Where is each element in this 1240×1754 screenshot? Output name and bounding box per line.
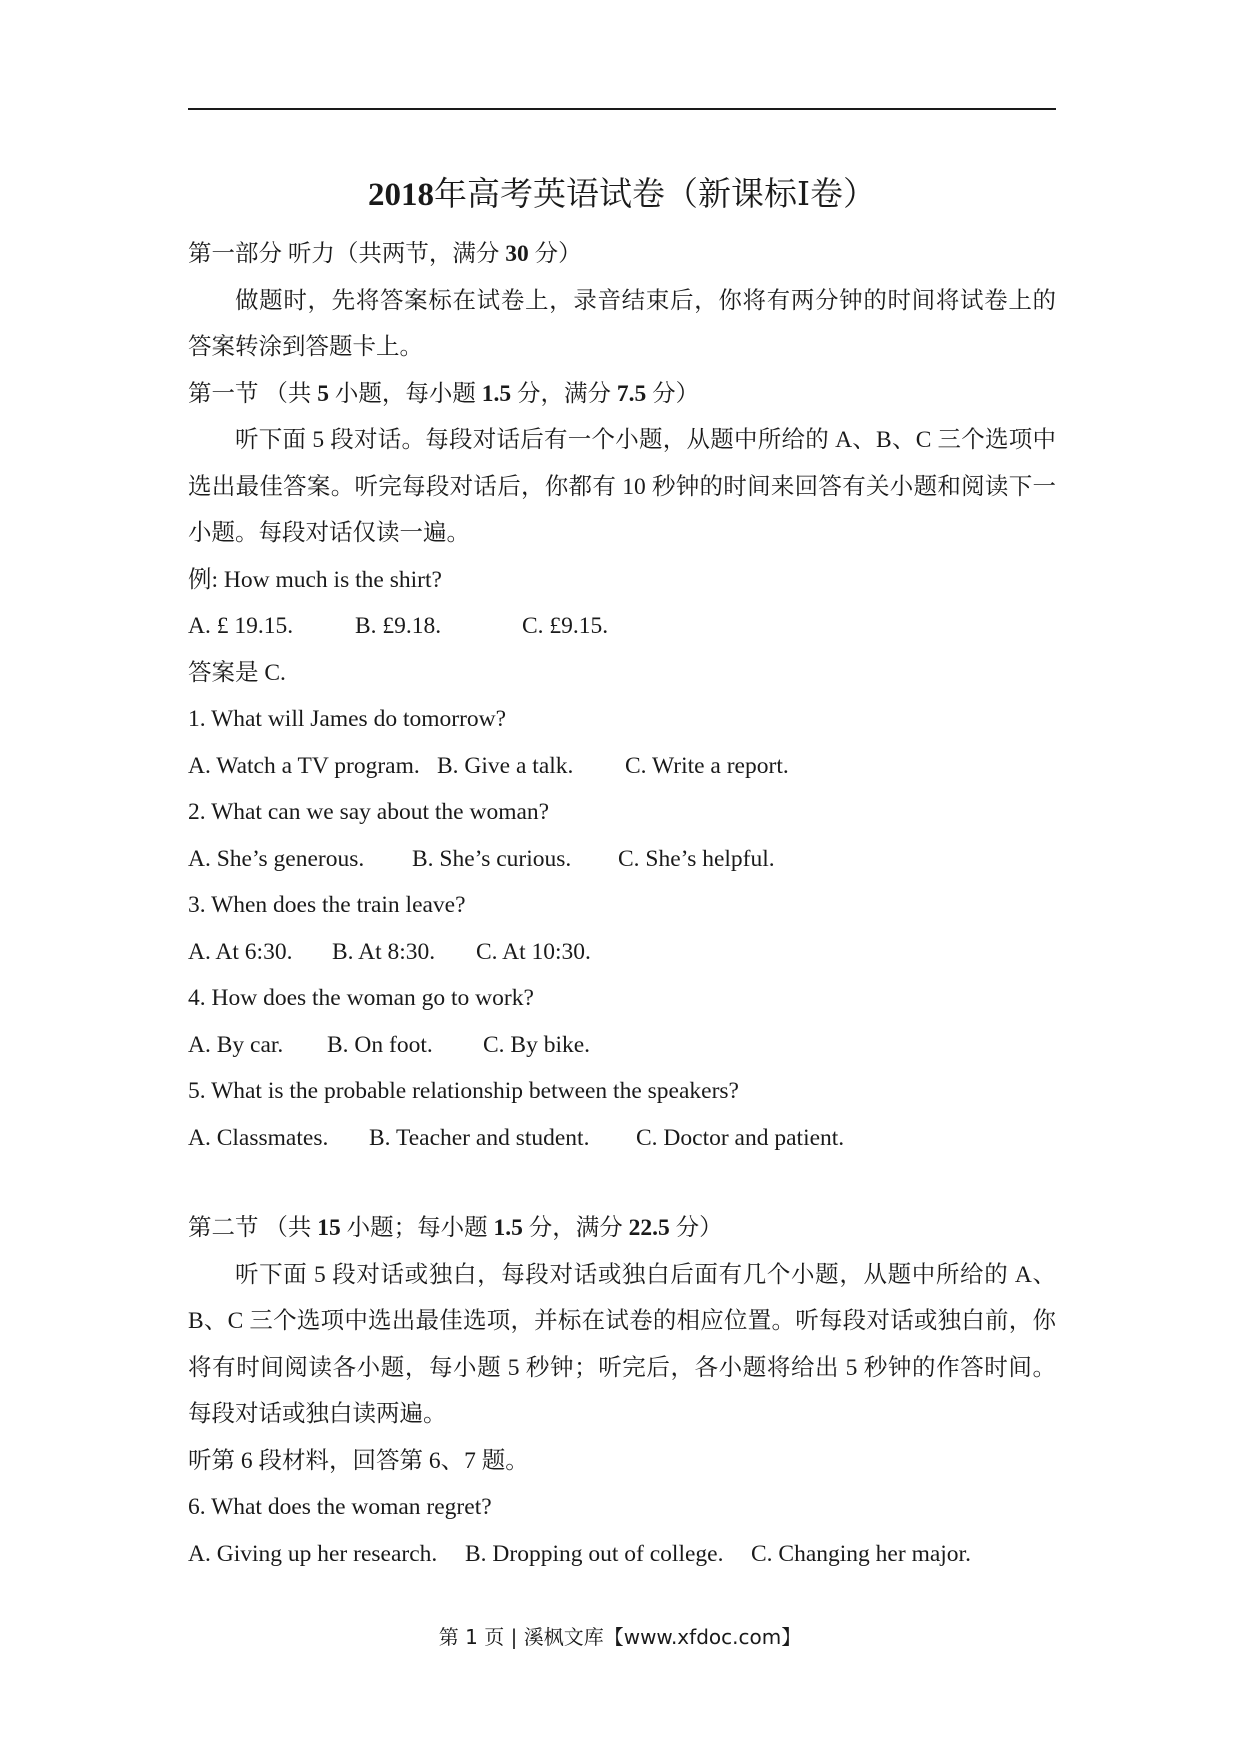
part1-instructions: 做题时，先将答案标在试卷上，录音结束后，你将有两分钟的时间将试卷上的答案转涂到答题卡上。 — [188, 287, 1056, 360]
section2-instructions: 听下面 5 段对话或独白，每段对话或独白后面有几个小题，从题中所给的 A、B、C 三个选项中选出最佳选项，并标在试卷的相应位置。听每段对话或独白前，你将有时间阅读各小题，每小题 5 秒钟；听完后，各小题将给出 5 秒钟的作答时间。每段对话或独白读两遍。 — [188, 1261, 1056, 1427]
section2-heading: 第二节 （共 15 小题；每小题 1.5 分，满分 22.5 分） — [188, 1215, 723, 1241]
question-4: 4. How does the woman go to work? — [188, 985, 534, 1011]
option: A. At 6:30. — [188, 938, 293, 965]
option: B. On foot. — [327, 1031, 433, 1058]
option: C. Doctor and patient. — [636, 1124, 845, 1151]
example-question: 例: How much is the shirt? — [188, 566, 442, 593]
top-rule — [188, 108, 1056, 110]
option: A. £ 19.15. — [188, 613, 294, 639]
option: C. Changing her major. — [751, 1540, 971, 1567]
option: C. Write a report. — [625, 752, 789, 779]
section1-instructions: 听下面 5 段对话。每段对话后有一个小题，从题中所给的 A、B、C 三个选项中选出最佳答案。听完每段对话后，你都有 10 秒钟的时间来回答有关小题和阅读下一小题。每段对话仅读一遍。 — [188, 427, 1056, 546]
title-text: 年高考英语试卷（新课标Ⅰ卷） — [433, 177, 877, 213]
title-year: 2018 — [367, 177, 434, 213]
question-4-options — [188, 1022, 1056, 1069]
option: B. Dropping out of college. — [465, 1540, 724, 1567]
footer-separator: | — [510, 1625, 518, 1649]
question-1: 1. What will James do tomorrow? — [188, 706, 507, 732]
option: A. Classmates. — [188, 1124, 329, 1151]
section1-heading: 第一节 （共 5 小题，每小题 1.5 分，满分 7.5 分） — [188, 380, 700, 407]
site-link[interactable]: 【www.xfdoc.com】 — [603, 1625, 802, 1649]
example-options — [188, 603, 1056, 650]
question-3-options — [188, 929, 1056, 976]
option: B. Give a talk. — [437, 752, 574, 779]
option: B. Teacher and student. — [369, 1124, 590, 1151]
option: C. By bike. — [483, 1031, 591, 1058]
option: A. Giving up her research. — [188, 1540, 438, 1567]
question-1-options — [188, 743, 1056, 790]
option: C. She’s helpful. — [618, 845, 775, 872]
question-3: 3. When does the train leave? — [188, 892, 466, 918]
part1-heading: 第一部分 听力（共两节，满分 30 分） — [188, 241, 582, 267]
section-gap — [188, 1161, 1056, 1205]
example-answer: 答案是 C. — [188, 659, 286, 686]
library-name: 溪枫文库 — [523, 1625, 604, 1649]
option: B. At 8:30. — [332, 938, 436, 965]
question-6-options — [188, 1531, 1056, 1578]
question-2: 2. What can we say about the woman? — [188, 799, 550, 825]
option: A. Watch a TV program. — [188, 752, 420, 779]
option: C. £9.15. — [522, 613, 609, 639]
exam-page — [188, 165, 1056, 1577]
option: B. £9.18. — [355, 613, 442, 639]
question-6: 6. What does the woman regret? — [188, 1494, 492, 1520]
exam-title — [188, 165, 1056, 225]
option: C. At 10:30. — [476, 938, 591, 965]
page-footer — [0, 1621, 1240, 1650]
page-number: 第 1 页 — [438, 1625, 505, 1649]
question-5-options — [188, 1115, 1056, 1162]
question-2-options — [188, 836, 1056, 883]
material-6-heading: 听第 6 段材料，回答第 6、7 题。 — [188, 1447, 529, 1474]
option: B. She’s curious. — [412, 845, 572, 872]
question-5: 5. What is the probable relationship between the speakers? — [188, 1078, 739, 1104]
option: A. By car. — [188, 1031, 284, 1058]
option: A. She’s generous. — [188, 845, 365, 872]
